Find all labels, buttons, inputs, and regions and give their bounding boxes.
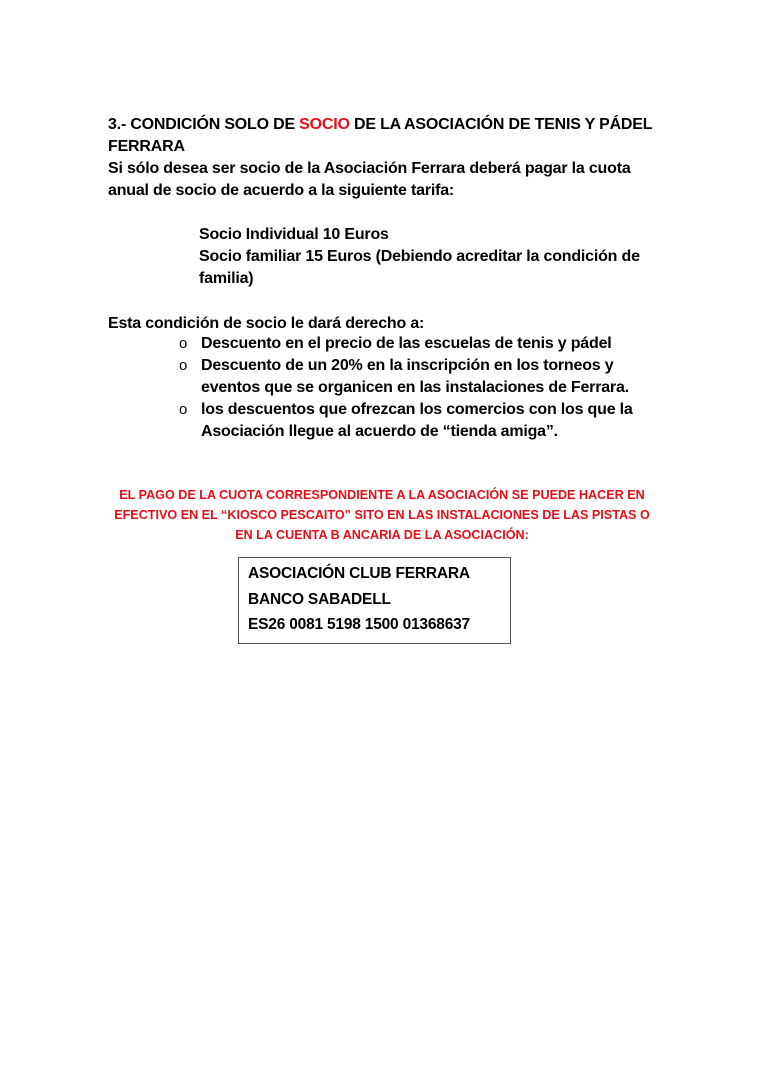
bank-account-box bbox=[238, 557, 511, 644]
payment-notice-line3: EN LA CUENTA B ANCARIA DE LA ASOCIACIÓN: bbox=[235, 528, 529, 542]
section-heading bbox=[108, 114, 652, 136]
benefit-item-1: Descuento en el precio de las escuelas de tenis y pádel bbox=[201, 335, 612, 352]
bank-holder: ASOCIACIÓN CLUB FERRARA bbox=[248, 565, 470, 582]
payment-notice-line1: EL PAGO DE LA CUOTA CORRESPONDIENTE A LA ASOCIACIÓN SE PUEDE HACER EN bbox=[119, 488, 645, 502]
benefit-item-2-line1: Descuento de un 20% en la inscripción en los torneos y bbox=[201, 357, 614, 374]
heading-prefix: 3.- CONDICIÓN SOLO DE bbox=[108, 116, 300, 133]
heading-suffix: DE LA ASOCIACIÓN DE TENIS Y PÁDEL bbox=[349, 116, 653, 133]
heading-highlight: SOCIO bbox=[299, 116, 350, 133]
tariff-individual: Socio Individual 10 Euros bbox=[199, 226, 389, 243]
bullet-marker-3: o bbox=[179, 401, 188, 418]
benefits-intro: Esta condición de socio le dará derecho a: bbox=[108, 315, 425, 332]
bank-name: BANCO SABADELL bbox=[248, 591, 391, 608]
benefit-item-3-line1: los descuentos que ofrezcan los comercios con los que la bbox=[201, 401, 633, 418]
benefit-item-3-line2: Asociación llegue al acuerdo de “tienda amiga”. bbox=[201, 423, 558, 440]
payment-notice-line2: EFECTIVO EN EL “KIOSCO PESCAITO” SITO EN LAS INSTALACIONES DE LAS PISTAS O bbox=[114, 508, 650, 522]
tariff-family-line1: Socio familiar 15 Euros (Debiendo acreditar la condición de bbox=[199, 248, 640, 265]
benefit-item-2-line2: eventos que se organicen en las instalaciones de Ferrara. bbox=[201, 379, 629, 396]
intro-line1: Si sólo desea ser socio de la Asociación Ferrara deberá pagar la cuota bbox=[108, 160, 631, 177]
tariff-family-line2: familia) bbox=[199, 270, 254, 287]
heading-line2: FERRARA bbox=[108, 138, 185, 155]
intro-line2: anual de socio de acuerdo a la siguiente tarifa: bbox=[108, 182, 455, 199]
bank-iban: ES26 0081 5198 1500 01368637 bbox=[248, 616, 470, 633]
bullet-marker-1: o bbox=[179, 335, 188, 352]
bullet-marker-2: o bbox=[179, 357, 188, 374]
